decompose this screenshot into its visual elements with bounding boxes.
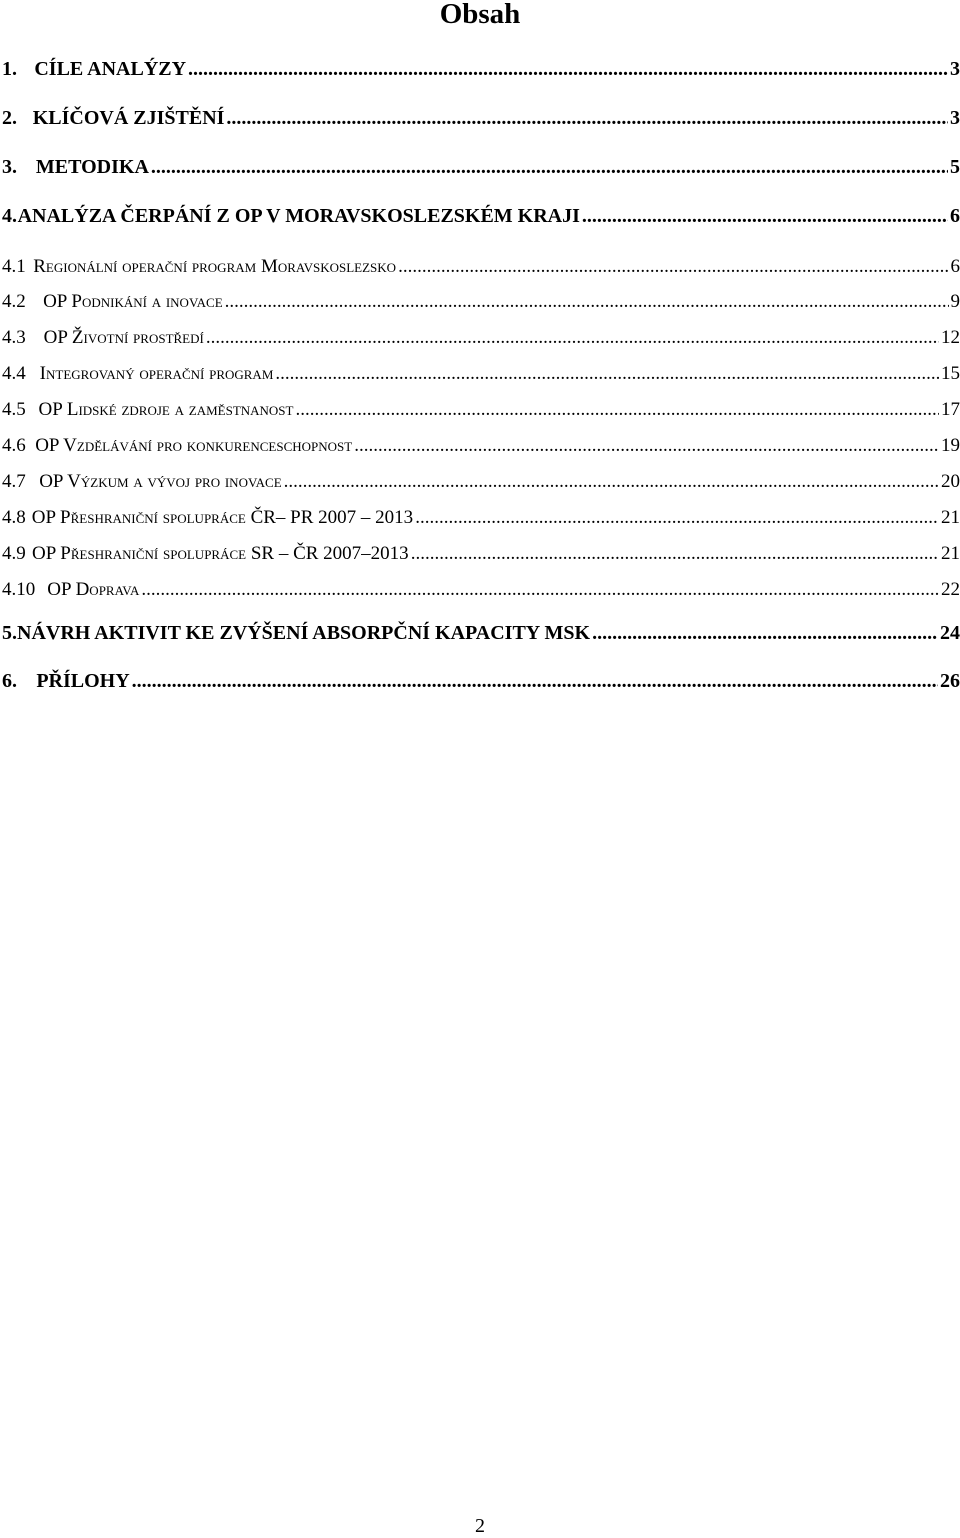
toc-entry-4-2[interactable]	[0, 291, 960, 313]
toc-entry-page: 6	[950, 205, 960, 227]
toc-entry-page: 9	[950, 291, 960, 312]
toc-entry-number: 4.9	[2, 543, 26, 564]
toc-leader-dots	[284, 471, 939, 493]
toc-entry-label: OP Přeshraniční spolupráce ČR– PR 2007 – 2013	[31, 507, 414, 528]
toc-leader-dots	[141, 579, 939, 601]
toc-entry-number: 4.1	[2, 256, 26, 277]
toc-leader-dots	[225, 291, 949, 313]
toc-entry-page: 6	[950, 256, 960, 277]
toc-entry-6[interactable]	[0, 670, 960, 693]
toc-entry-number: 4.7	[2, 471, 26, 492]
toc-entry-page: 17	[941, 399, 960, 420]
toc-entry-4-8[interactable]	[0, 507, 960, 529]
toc-entry-label: METODIKA	[35, 156, 149, 178]
toc-entry-number: 4.	[2, 205, 17, 227]
toc-entry-4-3[interactable]	[0, 327, 960, 349]
toc-entry-number: 2.	[2, 107, 17, 129]
toc-entry-page: 22	[941, 579, 960, 600]
toc-leader-dots	[275, 363, 939, 385]
toc-leader-dots	[295, 399, 939, 421]
toc-leader-dots	[226, 107, 948, 130]
toc-entry-page: 19	[941, 435, 960, 456]
toc-entry-label: Regionální operační program Moravskoslezsko	[33, 256, 397, 277]
toc-leader-dots	[132, 670, 938, 693]
toc-leader-dots	[411, 543, 939, 565]
toc-entry-number: 4.6	[2, 435, 26, 456]
toc-entry-label: OP Přeshraniční spolupráce SR – ČR 2007–2013	[31, 543, 409, 564]
toc-entry-number: 5.	[2, 622, 17, 644]
toc-entry-page: 21	[941, 543, 960, 564]
toc-leader-dots	[206, 327, 939, 349]
toc-entry-page: 5	[950, 156, 960, 178]
page-title: Obsah	[439, 0, 521, 30]
toc-entry-4-4[interactable]	[0, 363, 960, 385]
toc-entry-label: OP Životní prostředí	[43, 327, 204, 348]
toc-entry-label: PŘÍLOHY	[36, 670, 130, 692]
toc-entry-number: 4.10	[2, 579, 36, 600]
toc-entry-page: 3	[950, 107, 960, 129]
toc-leader-dots	[415, 507, 939, 529]
toc-leader-dots	[188, 58, 948, 81]
toc-entry-label: OP Vzdělávání pro konkurenceschopnost	[35, 435, 353, 456]
toc-entry-label: OP Doprava	[47, 579, 140, 600]
toc-entry-label: OP Podnikání a inovace	[43, 291, 223, 312]
toc-entry-4-1[interactable]	[0, 256, 960, 278]
toc-entry-label: ANALÝZA ČERPÁNÍ Z OP V MORAVSKOSLEZSKÉM KRAJI	[17, 205, 580, 227]
toc-leader-dots	[398, 256, 948, 278]
toc-entry-number: 1.	[2, 58, 17, 80]
toc-entry-page: 20	[941, 471, 960, 492]
toc-entry-label: OP Lidské zdroje a zaměstnanost	[38, 399, 294, 420]
toc-entry-4-5[interactable]	[0, 399, 960, 421]
toc-entry-4-6[interactable]	[0, 435, 960, 457]
toc-entry-4-7[interactable]	[0, 471, 960, 493]
toc-entry-page: 24	[940, 622, 960, 644]
toc-entry-label: Integrovaný operační program	[39, 363, 274, 384]
toc-entry-label: OP Výzkum a vývoj pro inovace	[39, 471, 282, 492]
toc-entry-label: CÍLE ANALÝZY	[34, 58, 187, 80]
toc-leader-dots	[582, 205, 948, 228]
toc-entry-page: 21	[941, 507, 960, 528]
toc-leader-dots	[151, 156, 948, 179]
toc-leader-dots	[592, 622, 938, 645]
toc-entry-3[interactable]	[0, 156, 960, 179]
toc-leader-dots	[354, 435, 939, 457]
toc-entry-number: 4.8	[2, 507, 26, 528]
toc-entry-number: 6.	[2, 670, 17, 692]
toc-entry-label: KLÍČOVÁ ZJIŠTĚNÍ	[32, 107, 225, 129]
toc-entry-page: 12	[941, 327, 960, 348]
toc-entry-number: 4.3	[2, 327, 26, 348]
toc-entry-number: 4.4	[2, 363, 26, 384]
toc-entry-5[interactable]	[0, 622, 960, 645]
toc-entry-page: 26	[940, 670, 960, 692]
toc-entry-page: 15	[941, 363, 960, 384]
toc-entry-page: 3	[950, 58, 960, 80]
toc-entry-2[interactable]	[0, 107, 960, 130]
toc-entry-number: 4.5	[2, 399, 26, 420]
toc-entry-label: NÁVRH AKTIVIT KE ZVÝŠENÍ ABSORPČNÍ KAPACITY MSK	[17, 622, 591, 644]
toc-entry-1[interactable]	[0, 58, 960, 81]
toc-entry-number: 3.	[2, 156, 17, 178]
page-number: 2	[475, 1515, 485, 1537]
toc-entry-4-9[interactable]	[0, 543, 960, 565]
toc-entry-4-10[interactable]	[0, 579, 960, 601]
toc-entry-number: 4.2	[2, 291, 26, 312]
toc-entry-4[interactable]	[0, 205, 960, 228]
